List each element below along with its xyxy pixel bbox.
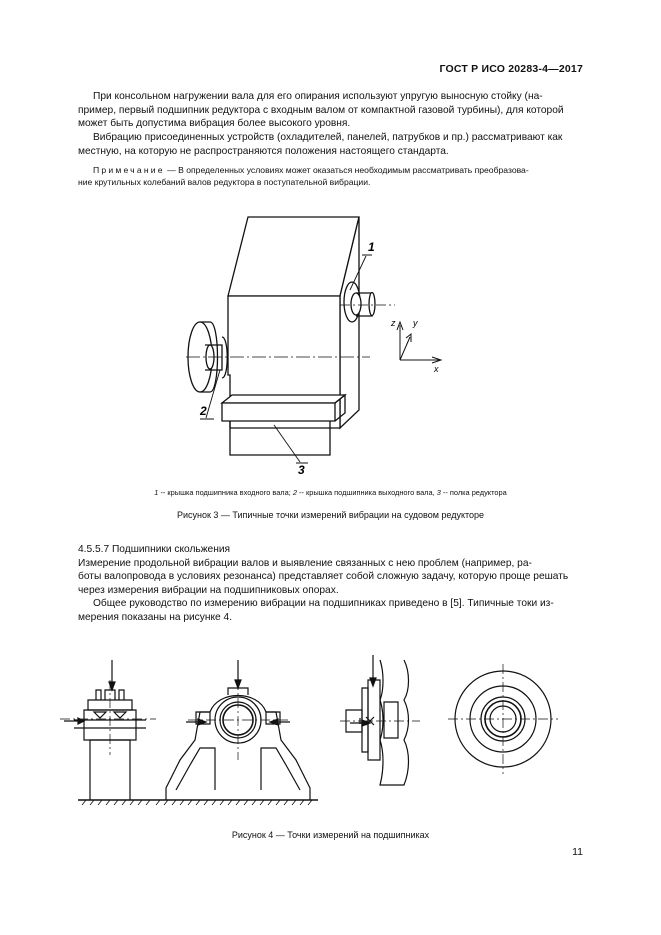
text-line: Вибрацию присоединенных устройств (охладителей, панелей, патрубков и пр.) рассматривают как bbox=[93, 132, 563, 143]
note-line: ние крутильных колебаний валов редуктора в поступательной вибрации. bbox=[78, 177, 371, 187]
callout-1: 1 bbox=[368, 240, 375, 254]
text-line: пример, первый подшипник редуктора с входным валом от компактной газовой турбины), для которой bbox=[78, 104, 564, 116]
text-line: через измерения вибрации на подшипниковых опорах. bbox=[78, 584, 339, 596]
callout-3: 3 bbox=[298, 463, 305, 477]
axis-x-label: x bbox=[434, 364, 439, 374]
text-line: Измерение продольной вибрации валов и выявление связанных с нею проблем (например, ра- bbox=[78, 557, 532, 569]
text-line: местную, на которую не распространяются положения настоящего стандарта. bbox=[78, 145, 449, 157]
text-line: может быть допустима вибрация более высокого уровня. bbox=[78, 118, 351, 130]
text-line: мерения показаны на рисунке 4. bbox=[78, 611, 233, 623]
text-line: Общее руководство по измерению вибрации на подшипниках приведено в [5]. Типичные токи из- bbox=[93, 598, 554, 610]
legend-text: -- крышка подшипника входного вала; bbox=[158, 488, 293, 497]
note-label: Примечание bbox=[93, 165, 165, 175]
axis-y-label: y bbox=[413, 318, 418, 328]
section-heading: 4.5.5.7 Подшипники скольжения bbox=[78, 544, 231, 555]
legend-text: -- крышка подшипника выходного вала, bbox=[296, 488, 437, 497]
callout-2: 2 bbox=[200, 404, 207, 418]
legend-num: 2 bbox=[292, 488, 297, 497]
note-text: — В определенных условиях может оказаться необходимым рассматривать преобразова- bbox=[164, 165, 529, 175]
legend-num: 3 bbox=[436, 488, 441, 497]
axis-z-label: z bbox=[391, 318, 396, 328]
legend-num: 1 bbox=[154, 488, 159, 497]
page-number: 11 bbox=[572, 846, 583, 858]
figure-4-caption: Рисунок 4 — Точки измерений на подшипниках bbox=[231, 830, 430, 840]
figure-3-caption: Рисунок 3 — Типичные точки измерений вибрации на судовом редукторе bbox=[176, 510, 485, 520]
document-code-header: ГОСТ Р ИСО 20283-4—2017 bbox=[439, 63, 583, 75]
text-line: боты валопровода в условиях резонанса) представляет собой сложную задачу, которую проще решать bbox=[78, 571, 569, 583]
legend-text: -- полка редуктора bbox=[440, 488, 507, 497]
text-line: При консольном нагружении вала для его опирания используют упругую выносную стойку (на- bbox=[93, 91, 543, 102]
